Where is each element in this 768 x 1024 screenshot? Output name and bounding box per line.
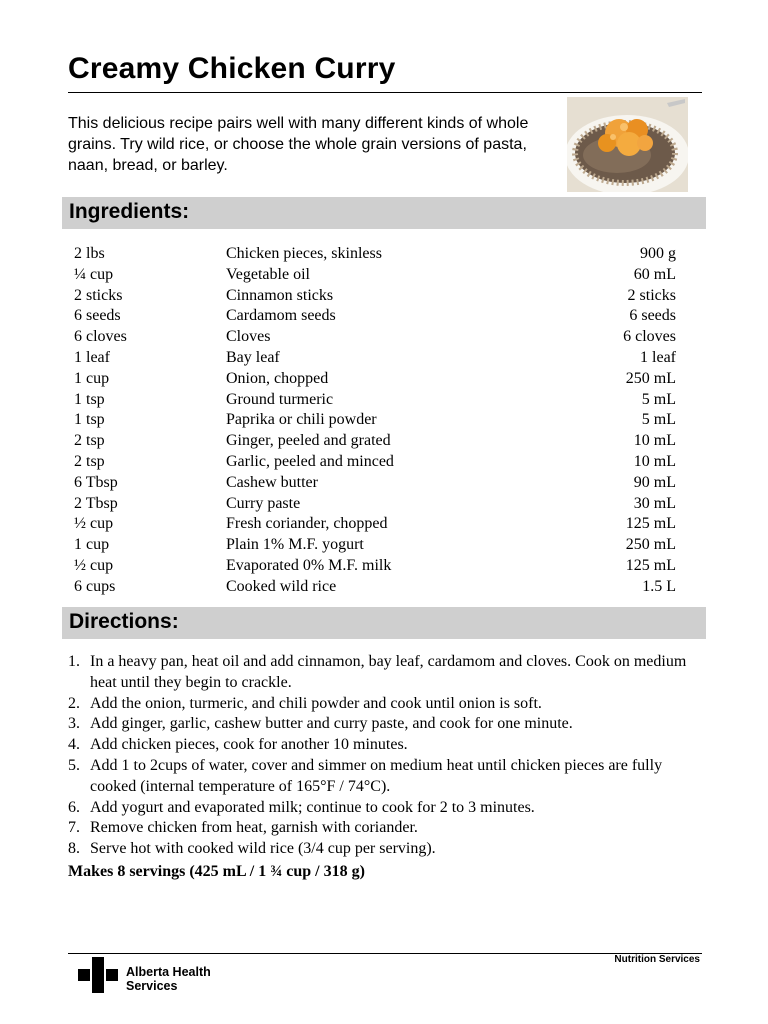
step-number: 6.	[68, 798, 80, 816]
logo-line-2: Services	[126, 979, 178, 993]
ingredient-row	[74, 327, 676, 348]
ingredient-quantity: 1 cup	[74, 536, 110, 554]
step-text: Add 1 to 2cups of water, cover and simmer on medium heat until chicken pieces are fully cooked (internal temperature of 165°F / 74°C).	[90, 756, 663, 795]
ingredient-name: Onion, chopped	[226, 369, 329, 387]
ingredient-quantity: 2 tsp	[74, 432, 105, 450]
ingredient-metric: 6 cloves	[623, 328, 676, 346]
ingredient-metric: 90 mL	[633, 473, 676, 491]
direction-step	[68, 694, 698, 715]
step-number: 8.	[68, 840, 80, 858]
ingredient-row	[74, 535, 676, 556]
ingredient-row	[74, 431, 676, 452]
direction-step	[68, 756, 698, 798]
ingredient-quantity: 2 tsp	[74, 452, 105, 470]
direction-step	[68, 818, 698, 839]
step-text: Add yogurt and evaporated milk; continue to cook for 2 to 3 minutes.	[90, 798, 535, 816]
ingredient-name: Fresh coriander, chopped	[226, 515, 388, 533]
step-text: Remove chicken from heat, garnish with coriander.	[90, 819, 418, 837]
footer-divider	[68, 953, 702, 954]
ingredient-row	[74, 514, 676, 535]
direction-step	[68, 839, 698, 860]
servings-note: Makes 8 servings (425 mL / 1 ¾ cup / 318 g)	[68, 863, 365, 880]
ingredient-name: Paprika or chili powder	[226, 411, 377, 429]
ingredient-name: Cooked wild rice	[226, 577, 337, 595]
ingredient-metric: 250 mL	[625, 369, 676, 387]
step-number: 1.	[68, 653, 80, 670]
ingredient-name: Curry paste	[226, 494, 301, 512]
ingredient-name: Bay leaf	[226, 348, 280, 366]
step-text: Add ginger, garlic, cashew butter and curry paste, and cook for one minute.	[90, 715, 573, 733]
ingredient-quantity: 2 Tbsp	[74, 494, 118, 512]
ingredient-row	[74, 306, 676, 327]
ingredient-name: Chicken pieces, skinless	[226, 245, 382, 262]
ingredient-metric: 250 mL	[625, 536, 676, 554]
step-number: 7.	[68, 819, 80, 837]
ingredient-metric: 6 seeds	[629, 307, 676, 325]
ingredient-name: Evaporated 0% M.F. milk	[226, 556, 392, 574]
ingredient-name: Ginger, peeled and grated	[226, 432, 391, 450]
ingredient-row	[74, 494, 676, 515]
ingredient-quantity: 6 Tbsp	[74, 473, 118, 491]
ingredient-quantity: ½ cup	[74, 515, 114, 533]
ingredient-metric: 5 mL	[641, 390, 676, 408]
ingredient-row	[74, 556, 676, 577]
ingredient-name: Cardamom seeds	[226, 307, 336, 325]
ingredient-name: Cloves	[226, 328, 271, 346]
ingredient-name: Plain 1% M.F. yogurt	[226, 536, 364, 554]
ingredient-quantity: 2 lbs	[74, 245, 105, 262]
ingredient-name: Cinnamon sticks	[226, 286, 334, 304]
ingredient-metric: 10 mL	[633, 452, 676, 470]
directions-list	[68, 652, 698, 860]
ingredient-quantity: 1 cup	[74, 369, 110, 387]
direction-step	[68, 714, 698, 735]
ahs-logo-text	[126, 965, 211, 993]
ingredient-metric: 125 mL	[625, 515, 676, 533]
step-text: Serve hot with cooked wild rice (3/4 cup per serving).	[90, 840, 436, 858]
ingredient-name: Cashew butter	[226, 473, 318, 491]
ingredient-name: Garlic, peeled and minced	[226, 452, 394, 470]
recipe-intro: This delicious recipe pairs well with many different kinds of whole grains. Try wild rice, or choose the whole grain versions of pasta, naan, bread, or barley.	[68, 115, 529, 174]
ingredient-name: Vegetable oil	[226, 265, 310, 283]
ingredient-quantity: 2 sticks	[74, 286, 123, 304]
ingredient-quantity: ¼ cup	[74, 265, 114, 283]
ingredient-row	[74, 452, 676, 473]
ingredient-metric: 30 mL	[633, 494, 676, 512]
step-text: In a heavy pan, heat oil and add cinnamon, bay leaf, cardamom and cloves. Cook on medium heat until they begin to crackle.	[90, 653, 687, 691]
ingredient-row	[74, 265, 676, 286]
ingredient-row	[74, 577, 676, 598]
recipe-title: Creamy Chicken Curry	[68, 52, 396, 85]
step-number: 2.	[68, 694, 80, 712]
step-number: 5.	[68, 756, 80, 774]
ingredient-quantity: ½ cup	[74, 556, 114, 574]
ingredient-metric: 60 mL	[633, 265, 676, 283]
direction-step	[68, 652, 698, 694]
ingredient-row	[74, 473, 676, 494]
directions-heading: Directions:	[69, 610, 179, 633]
ingredient-metric: 1.5 L	[642, 577, 676, 595]
direction-step	[68, 798, 698, 819]
direction-step	[68, 735, 698, 756]
ingredient-quantity: 1 tsp	[74, 411, 105, 429]
ingredient-quantity: 1 leaf	[74, 348, 110, 366]
footer-department: Nutrition Services	[614, 954, 700, 965]
step-number: 3.	[68, 715, 80, 733]
title-divider	[68, 92, 702, 93]
ingredient-quantity: 6 seeds	[74, 307, 121, 325]
curry-photo	[567, 97, 688, 192]
ingredient-metric: 10 mL	[633, 432, 676, 450]
ingredient-row	[74, 390, 676, 411]
ingredient-name: Ground turmeric	[226, 390, 334, 408]
ingredient-row	[74, 244, 676, 265]
ingredient-metric: 2 sticks	[627, 286, 676, 304]
step-text: Add chicken pieces, cook for another 10 minutes.	[90, 736, 408, 754]
ingredient-quantity: 6 cloves	[74, 328, 127, 346]
ingredients-heading: Ingredients:	[69, 200, 190, 223]
ingredient-metric: 900 g	[640, 245, 676, 262]
ingredient-row	[74, 369, 676, 390]
ingredient-metric: 5 mL	[641, 411, 676, 429]
ingredient-metric: 125 mL	[625, 556, 676, 574]
ahs-logo-icon	[78, 957, 118, 993]
ingredient-quantity: 1 tsp	[74, 390, 105, 408]
logo-line-1: Alberta Health	[126, 965, 211, 979]
step-number: 4.	[68, 736, 80, 754]
directions-section-header	[62, 607, 706, 639]
ingredients-table	[74, 244, 676, 598]
ingredient-quantity: 6 cups	[74, 577, 116, 595]
ingredients-section-header	[62, 197, 706, 229]
ingredient-metric: 1 leaf	[640, 348, 676, 366]
ingredient-row	[74, 286, 676, 307]
step-text: Add the onion, turmeric, and chili powder and cook until onion is soft.	[90, 694, 542, 712]
ingredient-row	[74, 348, 676, 369]
ingredient-row	[74, 410, 676, 431]
